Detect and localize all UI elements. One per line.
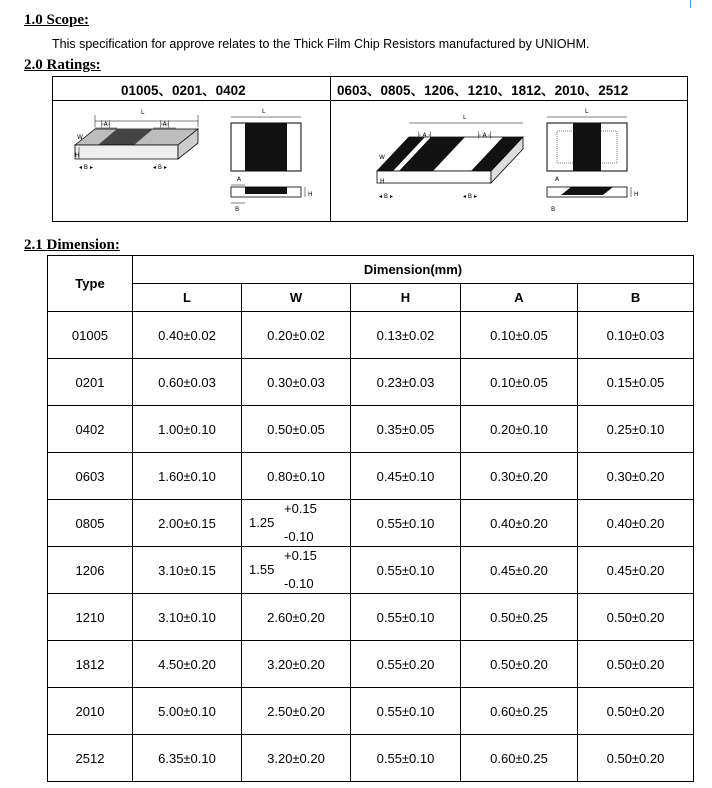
cell-A: 0.45±0.20: [461, 547, 578, 594]
cell-H: 0.35±0.05: [351, 406, 461, 453]
cell-L: 1.00±0.10: [133, 406, 242, 453]
cell-W: 0.30±0.03: [242, 359, 351, 406]
cell-A: 0.50±0.20: [461, 641, 578, 688]
cell-A: 0.60±0.25: [461, 688, 578, 735]
cell-L: 2.00±0.15: [133, 500, 242, 547]
w-nominal: 1.25: [249, 515, 275, 530]
w-tolerance-plus: +0.15: [284, 548, 317, 563]
column-header-H: H: [351, 284, 461, 312]
cell-A: 0.20±0.10: [461, 406, 578, 453]
svg-text:◂ B ▸: ◂ B ▸: [379, 193, 393, 200]
cell-B: 0.10±0.03: [578, 312, 694, 359]
table-row: [48, 688, 694, 735]
cell-W: [242, 500, 351, 547]
cell-B: 0.45±0.20: [578, 547, 694, 594]
cell-type: 1210: [48, 594, 133, 641]
page-edge-marker: [690, 0, 691, 8]
svg-text:H: H: [380, 178, 385, 185]
svg-text:├ A ┤: ├ A ┤: [417, 132, 433, 139]
dimension-heading: 2.1 Dimension:: [24, 237, 120, 253]
cell-type: 2512: [48, 735, 133, 782]
cell-H: 0.55±0.10: [351, 594, 461, 641]
w-nominal: 1.55: [249, 562, 275, 577]
cell-H: 0.55±0.10: [351, 735, 461, 782]
diagram-label-W: W: [77, 134, 83, 141]
table-row: [48, 500, 694, 547]
cell-L: 5.00±0.10: [133, 688, 242, 735]
cell-W: 3.20±0.20: [242, 735, 351, 782]
cell-H: 0.55±0.20: [351, 641, 461, 688]
svg-text:L: L: [262, 108, 266, 115]
cell-type: 1812: [48, 641, 133, 688]
w-tolerance-minus: -0.10: [284, 576, 314, 591]
table-row: [48, 735, 694, 782]
scope-text: This specification for approve relates to the Thick Film Chip Resistors manufactured by UNIOHM.: [52, 37, 590, 51]
svg-text:├ A ┤: ├ A ┤: [477, 132, 493, 139]
svg-text:◂ B ▸: ◂ B ▸: [463, 193, 477, 200]
svg-text:A: A: [237, 176, 242, 183]
cell-type: 01005: [48, 312, 133, 359]
cell-L: 0.60±0.03: [133, 359, 242, 406]
svg-text:H: H: [634, 191, 639, 198]
column-header-A: A: [461, 284, 578, 312]
ratings-left-header: 01005、0201、0402: [121, 83, 246, 98]
type-column-header: Type: [48, 256, 133, 312]
cell-W: 0.20±0.02: [242, 312, 351, 359]
table-row: [48, 312, 694, 359]
cell-L: 3.10±0.15: [133, 547, 242, 594]
large-chip-side-view: [547, 176, 639, 213]
cell-H: 0.55±0.10: [351, 500, 461, 547]
column-header-W: W: [242, 284, 351, 312]
diagram-label-H: H: [75, 152, 80, 159]
cell-B: 0.50±0.20: [578, 641, 694, 688]
resistor-dimension-diagrams: [53, 101, 687, 221]
cell-type: 0805: [48, 500, 133, 547]
scope-heading: 1.0 Scope:: [24, 12, 89, 28]
svg-text:A: A: [555, 176, 560, 183]
svg-text:L: L: [463, 114, 467, 121]
cell-A: 0.50±0.25: [461, 594, 578, 641]
cell-L: 6.35±0.10: [133, 735, 242, 782]
column-header-L: L: [133, 284, 242, 312]
cell-B: 0.25±0.10: [578, 406, 694, 453]
ratings-heading: 2.0 Ratings:: [24, 57, 101, 73]
cell-L: 3.10±0.10: [133, 594, 242, 641]
cell-L: 0.40±0.02: [133, 312, 242, 359]
cell-type: 1206: [48, 547, 133, 594]
svg-text:W: W: [379, 154, 385, 161]
table-row: [48, 641, 694, 688]
table-row: [48, 594, 694, 641]
dimension-group-header: Dimension(mm): [133, 256, 694, 284]
cell-H: 0.23±0.03: [351, 359, 461, 406]
w-tolerance-minus: -0.10: [284, 529, 314, 544]
cell-type: 0201: [48, 359, 133, 406]
table-row: [48, 359, 694, 406]
diagram-label-A: ├A┤: [100, 121, 112, 128]
w-tolerance-plus: +0.15: [284, 501, 317, 516]
diagram-label-L: L: [141, 109, 145, 116]
cell-A: 0.30±0.20: [461, 453, 578, 500]
cell-B: 0.50±0.20: [578, 735, 694, 782]
column-header-B: B: [578, 284, 694, 312]
cell-B: 0.50±0.20: [578, 688, 694, 735]
cell-H: 0.45±0.10: [351, 453, 461, 500]
cell-L: 1.60±0.10: [133, 453, 242, 500]
cell-type: 0603: [48, 453, 133, 500]
svg-text:L: L: [585, 108, 589, 115]
table-row: [48, 453, 694, 500]
small-chip-side-view: [231, 176, 313, 213]
cell-H: 0.55±0.10: [351, 688, 461, 735]
cell-A: 0.10±0.05: [461, 312, 578, 359]
svg-text:H: H: [308, 191, 313, 198]
cell-A: 0.40±0.20: [461, 500, 578, 547]
cell-A: 0.60±0.25: [461, 735, 578, 782]
diagram-label-A: ├A┤: [159, 121, 171, 128]
small-chip-top-view: [231, 108, 301, 171]
cell-A: 0.10±0.05: [461, 359, 578, 406]
cell-B: 0.50±0.20: [578, 594, 694, 641]
cell-type: 2010: [48, 688, 133, 735]
cell-W: 3.20±0.20: [242, 641, 351, 688]
cell-W: 0.80±0.10: [242, 453, 351, 500]
cell-H: 0.55±0.10: [351, 547, 461, 594]
svg-text:B: B: [551, 206, 556, 213]
cell-B: 0.15±0.05: [578, 359, 694, 406]
diagram-label-B: ◂ B ▸: [79, 164, 93, 171]
cell-W: [242, 547, 351, 594]
cell-B: 0.30±0.20: [578, 453, 694, 500]
cell-W: 2.50±0.20: [242, 688, 351, 735]
large-chip-3d-diagram: [377, 114, 523, 200]
diagram-label-B: ◂ B ▸: [153, 164, 167, 171]
ratings-diagram-box: [52, 76, 688, 222]
table-row: [48, 406, 694, 453]
cell-B: 0.40±0.20: [578, 500, 694, 547]
ratings-right-header: 0603、0805、1206、1210、1812、2010、2512: [337, 83, 629, 98]
large-chip-top-view: [547, 108, 627, 171]
small-chip-3d-diagram: [75, 109, 198, 171]
dimension-table: [47, 255, 694, 782]
cell-L: 4.50±0.20: [133, 641, 242, 688]
cell-H: 0.13±0.02: [351, 312, 461, 359]
cell-W: 2.60±0.20: [242, 594, 351, 641]
table-row: [48, 547, 694, 594]
svg-text:B: B: [235, 206, 240, 213]
cell-type: 0402: [48, 406, 133, 453]
cell-W: 0.50±0.05: [242, 406, 351, 453]
